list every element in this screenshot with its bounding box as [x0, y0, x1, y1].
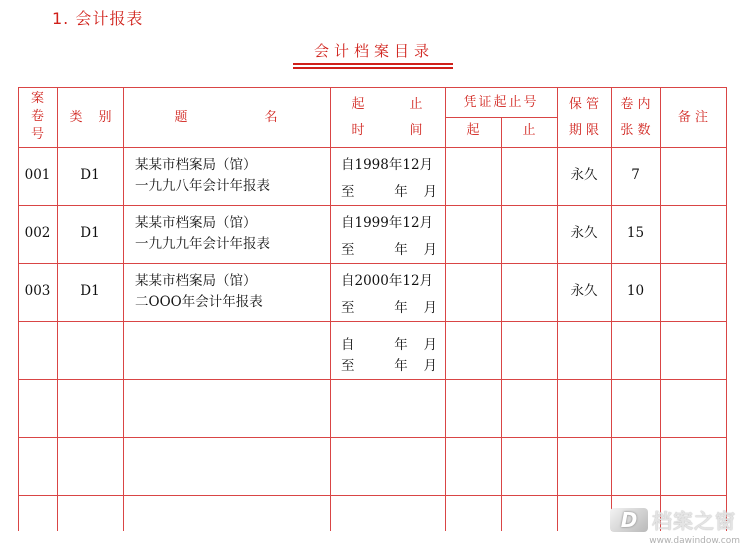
header-category-2: 别 — [98, 110, 112, 125]
header-title-2: 名 — [264, 110, 278, 125]
blank-period-from — [341, 333, 437, 353]
header-period-top-1: 起 — [351, 97, 365, 112]
row-title-line1: 某某市档案局（馆） — [135, 273, 257, 289]
row-period-from: 自2000年12月 — [341, 273, 434, 289]
row-title-line2: 一九九九年会计年报表 — [135, 236, 270, 252]
row-period-to-prefix: 至 — [341, 242, 355, 258]
blank-from-month: 月 — [423, 337, 437, 353]
row-title-line2: 一九九八年会计年报表 — [135, 178, 270, 194]
header-voucher-end: 止 — [522, 123, 536, 138]
watermark-logo — [610, 505, 736, 534]
header-period-bottom-1: 时 — [351, 123, 365, 138]
section-title: 1. 会计报表 — [52, 9, 144, 28]
row-period-to — [341, 238, 437, 258]
title-underline — [293, 63, 453, 65]
row-retention: 永久 — [570, 167, 598, 183]
header-sheets-bottom: 张 数 — [620, 123, 651, 138]
row-sheets: 15 — [626, 225, 645, 241]
row-volume-no: 002 — [24, 225, 51, 241]
row-retention: 永久 — [570, 225, 598, 241]
row-title-line1: 某某市档案局（馆） — [135, 157, 257, 173]
blank-from-prefix: 自 — [341, 337, 355, 353]
row-volume-no: 003 — [24, 283, 51, 299]
blank-to-prefix: 至 — [341, 358, 355, 374]
row-retention: 永久 — [570, 283, 598, 299]
logo-d-icon: D — [610, 508, 648, 532]
row-period-to-month: 月 — [423, 184, 437, 200]
header-volume-no-2: 卷 — [30, 109, 44, 124]
row-sheets: 7 — [631, 167, 640, 183]
row-period-to — [341, 180, 437, 200]
row-category: D1 — [80, 225, 100, 241]
row-period-from: 自1999年12月 — [341, 215, 434, 231]
row-period-to-prefix: 至 — [341, 184, 355, 200]
header-retention-bottom: 期 限 — [568, 123, 600, 138]
row-period-to-year: 年 — [394, 184, 408, 200]
row-category: D1 — [80, 283, 100, 299]
blank-period-to — [341, 354, 437, 374]
row-title-line1: 某某市档案局（馆） — [135, 215, 257, 231]
row-volume-no: 001 — [24, 167, 51, 183]
header-period-top-2: 止 — [409, 97, 423, 112]
blank-from-year: 年 — [394, 337, 408, 353]
watermark-url: www.dawindow.com — [649, 536, 740, 546]
blank-to-year: 年 — [394, 358, 408, 374]
header-retention-top: 保 管 — [568, 97, 600, 112]
header-sheets-top: 卷 内 — [620, 97, 651, 112]
row-period-to-month: 月 — [423, 300, 437, 316]
title-underline — [293, 67, 453, 69]
header-title-1: 题 — [174, 110, 188, 125]
row-period-to-prefix: 至 — [341, 300, 355, 316]
row-title-line2: 二OOO年会计年报表 — [135, 294, 263, 310]
form-title: 会计档案目录 — [313, 42, 434, 60]
header-volume-no-3: 号 — [30, 127, 44, 142]
row-category: D1 — [80, 167, 100, 183]
header-remarks: 备 注 — [677, 110, 709, 125]
header-category-1: 类 — [69, 110, 83, 125]
row-sheets: 10 — [626, 283, 645, 299]
header-period-bottom-2: 间 — [409, 123, 423, 138]
header-volume-no-1: 案 — [30, 91, 44, 106]
row-period-to — [341, 296, 437, 316]
logo-text: 档案之窗 — [652, 509, 736, 533]
row-period-to-year: 年 — [394, 300, 408, 316]
blank-to-month: 月 — [423, 358, 437, 374]
row-period-to-year: 年 — [394, 242, 408, 258]
header-voucher-start: 起 — [466, 123, 480, 138]
header-voucher: 凭证起止号 — [463, 95, 539, 110]
row-period-from: 自1998年12月 — [341, 157, 434, 173]
row-period-to-month: 月 — [423, 242, 437, 258]
